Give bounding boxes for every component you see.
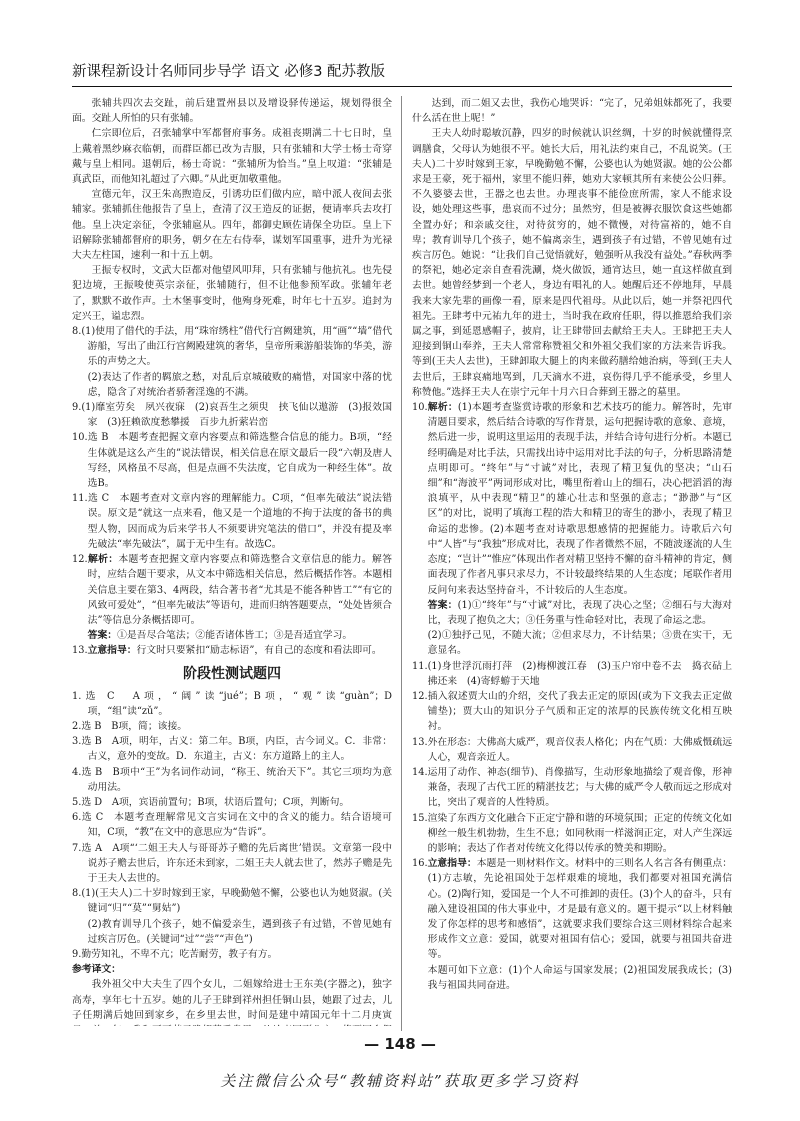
text-paragraph: 14.运用了动作、神态(细节)、肖像描写，生动形象地描绘了观音像，形神兼备，表现了古代工匠的精湛技艺；与大佛的威严令人敬而远之形成对比，突出了观音的人性特质。 [412, 766, 732, 809]
text-paragraph: 我外祖父中大夫生了四个女儿，二姐嫁给进士王东美(字器之)，独字高寿，享年七十五岁。她的儿子王肆到祥州担任铜山县，她跟了过去，儿子任期满后她回到家乡，在乡里去世，时间是建中靖国元年十二月庚寅 [72, 979, 392, 1021]
text-paragraph: 本题可如下立意：(1)个人命运与国家发展；(2)祖国发展我成长；(3)我与祖国共同奋进。 [427, 964, 732, 991]
text-paragraph: 12.插入叙述贾大山的介绍，交代了我去正定的原因(或为下文我去正定做铺垫)；贾大山的知识分子气质和正定的浓厚的民族传统文化相互映衬。 [412, 690, 732, 733]
footer-note: 关注微信公众号“教辅资料站”获取更多学习资料 [220, 1072, 580, 1090]
text-paragraph: 5.选 D A项，宾语前置句；B项，状语后置句；C项，判断句。 [72, 796, 350, 808]
text-paragraph: 7.选 A A项“‘二姐王夫人与哥哥苏子赡的先后离世’错误。文章第一段中说苏子赡去世后，许东还未到家，二姐王夫人就去世了，然苏子赡是先于王夫人去世的。 [72, 842, 392, 884]
text-paragraph: 答案：(1)①“终年”与“寸诚”对比，表现了决心之坚；②细石与大海对比，表现了抱负之大；③任务重与性命轻对比，表现了命运之悲。 [427, 599, 732, 626]
text-paragraph: 11.选 C 本题考查对文章内容的理解能力。C项，“但率先破法”说法错误。原文是“就这一点来看，他又是一个道地的不拘于法度的备书的典型人物，因而成为后来学书人不须要讲究笔法的借口”，并没有提及率先破法“率先破法”，属于无中生有。故选C。 [72, 493, 392, 550]
text-paragraph: 2.选 B B项，简；该接。 [72, 720, 188, 732]
text-paragraph: 3.选 B A项，明年，古义：第二年。B项，内臣，古今词义。C．非常：古义，意外的变故。D．东道主，古义：东方道路上的主人。 [72, 736, 392, 763]
text-paragraph: 王振专权时，文武大臣都对他望风叩拜，只有张辅与他抗礼。也先侵犯边境，王振唆使英宗亲征，张辅随行，但不让他参预军政。张辅年老了，默默不敢作声。土木堡事变时，他殉身死难，时年七十五岁。追封为定兴王，谥忠烈。 [72, 265, 392, 322]
text-paragraph: 仁宗即位后，召张辅掌中军都督府事务。成祖丧期满二十七日时，皇上戴着黑纱麻衣临朝，而群臣都已改为吉服，只有张辅和大学士杨士奇穿戴与皇上相同。退朝后，杨士奇说：“张辅所为恰当。”皇上叹道：“张辅是真武臣，而他知礼超过了六卿。”从此更加敬重他。 [72, 128, 392, 186]
text-paragraph: 1.选 C A项，“阔”读“jué”；B项，“观”读“guàn”；D项，“组”读“zǔ”。 [72, 690, 392, 717]
text-paragraph: 宣德元年，汉王朱高煦造反，引诱功臣们做内应，暗中派人夜间去张辅家。张辅抓住他报告了皇上，查清了汉王造反的证据，便请率兵去攻打他。皇上决定亲征，令张辅扈从。四年，都御史顾佐请保全功臣。皇上下诏解除张辅都督府的职务，朝夕在左右侍奉，谋划军国重事，进升为光禄大夫左柱国，速利一和十五上朝。 [72, 189, 392, 262]
text-paragraph: 9.(1)靡室劳矣 夙兴夜寐 (2)哀吾生之须臾 挟飞仙以遨游 (3)报效国家 (3)狂赖欲度愁攀援 百步九折萦岩峦 [72, 402, 392, 429]
text-paragraph: (2)表达了作者的羁旅之愁，对乱后京城破败的痛惜，对国家中落的忧虑，隐含了对统治者骄奢淫逸的不满。 [87, 371, 392, 398]
text-paragraph: 8.(1)使用了借代的手法，用“珠帘绣柱”借代行宫阙建筑，用“画”“墙”借代游船，写出了曲江行宫阙殿建筑的奢华，皇帝所乘游船装饰的华美，游乐的声势之大。 [72, 326, 392, 368]
text-paragraph: 达到，而二姐又去世，我伤心地哭诉：“完了，兄弟姐妹都死了，我要什么活在世上呢！” [412, 98, 732, 125]
text-paragraph: 王夫人幼时聪敏沉静，四岁的时候就认识丝绸，十岁的时候就懂得烹调膳食，父母认为她很不平。她长大后，用礼法约束自己，不乱说笑。(王夫人)二十岁时嫁到王家，早晚勤勉不懈，公婆也认为她贤淑。她的公公都求是王豪，死于福州，家里不能归葬，她劝大家顿其所有来使公公归葬。不久婆婆去世，王器之也去世。办理丧事不能俭庶所需，家人不能求设设，她处理这些事，患哀而不过分；虽然穷，但是被褥衣服饮食这些她都全置办好；和亲戚交往，对待贫穷的，她不微慢，对待富裕的，她不自卑；教育训导几个孩子，她不偏离亲生，遇到孩子有过错，不曾见她有过疾言厉色。她说：“让我们自己觉悟就好，勉强听从我没有益处。”春秋两季的祭祀，她必定亲自查看洗涮，烧火做饭，通宵达旦，她一直这样做直到去世。她曾经梦到一个老人，身边有唱礼的人。她醒后还不停地拜，早晨我来大家先辈的画像一看，原来是四代祖母。从此以后，她一并祭祀四代祖先。王肆考中元祐九年的进士，当时我在政府任职，得以推恩给我们亲属之事，到延恩感帽子，披肩，让王肆带回去献给王夫人。王肆把王夫人迎接到铜山奉养，王夫人常常称赞祖父和外祖父我们家的方法来告诉我。等到(王夫人去世)，王肆卸取大腿上的肉来做药膳给她治病，等到(王夫人去世后，王肆哀痛地骂到，几天滴水不进，哀伤得几乎不能承受，乡里人称赞他。”选择王夫人在崇宁元年十月六日合葬到王器之的墓里。 [412, 128, 732, 398]
text-paragraph: 16.立意指导：本题是一则材料作文。材料中的三则名人名言各有侧重点：(1)方志敏，先论祖国处于怎样艰难的境地，我们都要对祖国充满信心。(2)陶行知，爱国是一个人不可推卸的责任。(3)个人的奋斗，只有融入建设祖国的伟大事业中，才是最有意义的。题干提示“以上材料触发了你怎样的思考和感悟”，这就要求我们要综合这三则材料综合起来形成作文立意：爱国，就要对祖国有信心；爱国，就要与祖国共奋进等。 [412, 858, 732, 961]
right-column [412, 96, 732, 1026]
page-header: 新课程新设计名师同步导学 语文 必修3 配苏教版 [72, 58, 732, 87]
text-paragraph: 9.勤劳知礼，不卑不亢；吃苦耐劳，教子有方。 [72, 948, 278, 960]
column-divider [401, 96, 402, 1031]
page-number: — 148 — [364, 1035, 436, 1053]
text-paragraph: 12.解析：本题考查把握文章内容要点和筛选整合文章信息的能力。解答时，应结合题干要求，从文本中筛选相关信息，然后概括作答。本题相关信息主要在第3、4两段，结合著书者“尤其是不能各种皆工”“有它的风致可爱处”，“但率先破法”等语句，进而归纳答题要点，“处处皆须合法”等信息分条概括即可。 [72, 554, 392, 626]
left-column [72, 96, 392, 1026]
text-paragraph: 13.立意指导：行文时只要紧扣“励志标语”，有自己的态度和看法即可。 [72, 645, 382, 657]
text-paragraph: (2)教育训导几个孩子，她不偏爱亲生，遇到孩子有过错，不曾见她有过疾言厉色。(关键词“过”“尝”“声色”) [87, 918, 392, 945]
text-paragraph: 4.选 B B项中“王”为名词作动词，“称王、统治天下”。其它三项均为意动用法。 [72, 766, 392, 793]
text-paragraph: 10.解析：(1)本题考查鉴赏诗歌的形象和艺术技巧的能力。解答时，先审清题目要求，然后结合诗歌的写作背景，运句把握诗歌的意象、意境，然后进一步，说明这里运用的表现手法，并结合诗句进行分析。本题已经明确是对比手法，只需找出诗中运用对比手法的句子，分析思路清楚点明即可。“终年”与“寸诚”对比，表现了精卫复仇的坚决；“山石细”和“海波平”两词形成对比，嘴里衔着山上的细石，决心把滔滔的海浪填平，从中表现“精卫”的雄心壮志和坚强的意志；“渺渺”与“区区”的对比，说明了填海工程的浩大和精卫的寄生的渺小，表现了精卫命运的悲惨。(2)本题考查对诗歌思想感情的把握能力。诗歌后六句中“人皆”与“我独”形成对比，表现了作者微然不屈，不随波逐流的人生态度；“岂计”“惟应”体现出作者对精卫坚持不懈的奋斗精神的肯定，侧面表现了作者凡事只求尽力，不计较最终结果的人生态度；尾联作者用反问句来表达坚持奋斗，不计较后的人生态度。 [412, 402, 732, 596]
text-paragraph: 13.外在形态：大佛高大威严，观音仪表人格化；内在气质：大佛威慑疏远人心，观音亲近人。 [412, 736, 732, 763]
text-paragraph: 8.(1)(王夫人)二十岁时嫁到王家，早晚勤勉不懈，公婆也认为她贤淑。(关键词“归”“莫”“舅姑”) [72, 888, 392, 915]
text-paragraph: 15.渲染了东西方文化融合下正定宁静和谐的环境氛围；正定的传统文化如柳丝一般生机勃勃，生生不息；如同秋雨一样滋润正定，对人产生深远的影响；表达了作者对传统文化得以传承的赞美和期盼。 [412, 812, 732, 854]
text-paragraph: 6.选 C 本题考查理解常见文言实词在文中的含义的能力。结合语境可知，C项，“教”在文中的意思应为“告诉”。 [72, 812, 392, 839]
text-paragraph: 10.选 B 本题考查把握文章内容要点和筛选整合信息的能力。B项，“经生体就是这么产生的”说法错误，相关信息在原文最后一段“六朝及唐人写经，风格虽不尽高，但是点画不失法度，它自成为一种经生体”。故选B。 [72, 432, 392, 490]
text-paragraph: 张辅共四次去交趾，前后建置州县以及增设驿传递运，规划得很全面。交趾人所怕的只有张辅。 [72, 98, 392, 125]
text-paragraph: 11.(1)身世浮沉雨打萍 (2)梅柳渡江春 (3)玉户帘中卷不去 捣衣砧上拂还来 (4)寄蜉蝣于天地 [412, 660, 732, 687]
section-title: 阶段性测试题四 [183, 665, 281, 682]
text-paragraph: 答案：①是吾尽合笔法；②能否诸体皆工；③是吾适宜学习。 [87, 630, 353, 642]
text-paragraph: (2)①独抒己见，不随大流；②但求尽力，不计结果；③贵在实干，无意显名。 [427, 630, 732, 657]
text-paragraph: 参考译文： [72, 964, 121, 976]
